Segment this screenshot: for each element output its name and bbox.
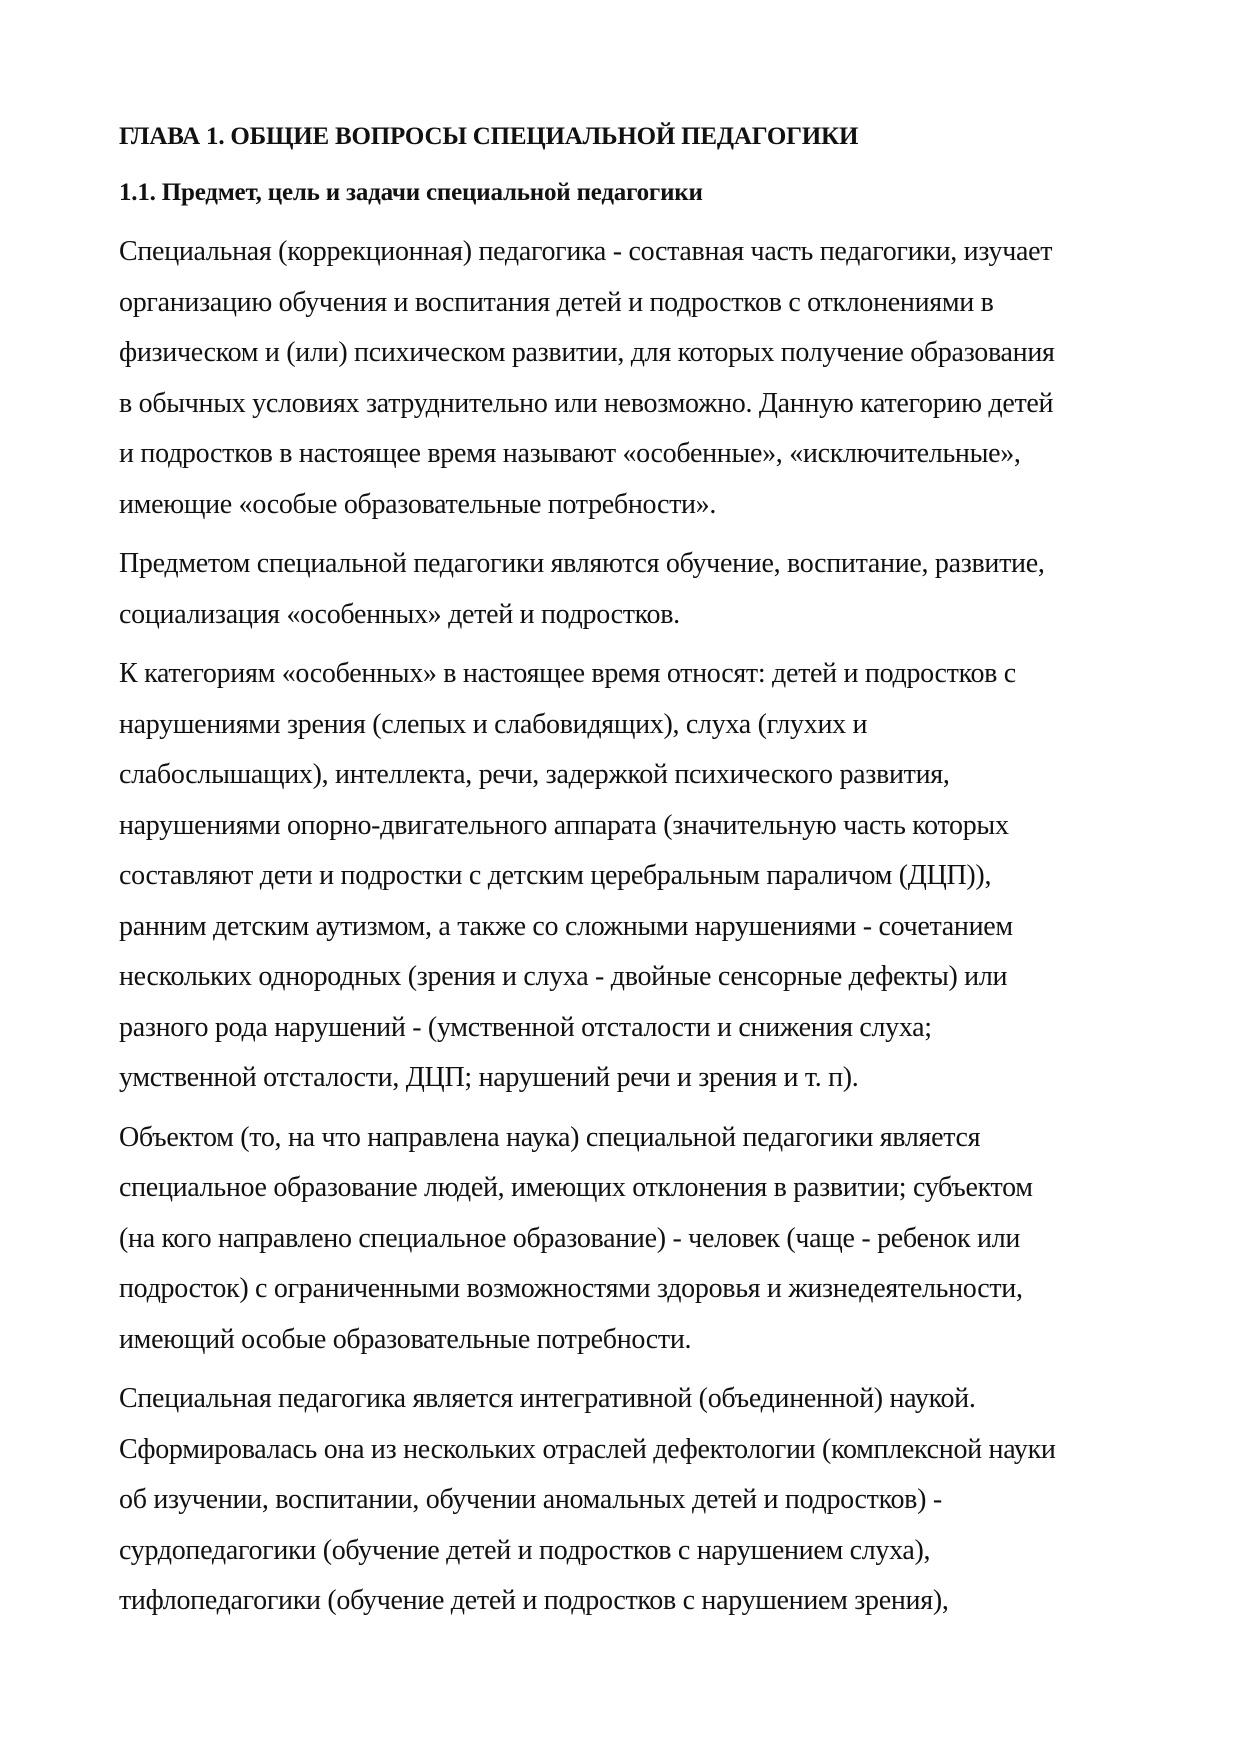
text-line: и подростков в настоящее время называют «особенные», «исключительные», [119, 438, 1021, 469]
text-line: физическом и (или) психическом развитии, для которых получение образования [119, 337, 1055, 368]
section-title: 1.1. Предмет, цель и задачи специальной педагогики [119, 179, 703, 206]
text-line: тифлопедагогики (обучение детей и подростков с нарушением зрения), [119, 1585, 949, 1616]
text-line: Специальная (коррекционная) педагогика - составная часть педагогики, изучает [119, 236, 1053, 267]
text-line: организацию обучения и воспитания детей и подростков с отклонениями в [119, 286, 994, 318]
text-line: (на кого направлено специальное образование) - человек (чаще - ребенок или [119, 1222, 1021, 1254]
text-line: нарушениями опорно-двигательного аппарата (значительную часть которых [119, 809, 1009, 841]
text-line: разного рода нарушений - (умственной отсталости и снижения слуха; [119, 1011, 932, 1043]
text-line: имеющие «особые образовательные потребности». [119, 488, 717, 520]
text-line: Предметом специальной педагогики являются обучение, воспитание, развитие, [119, 548, 1045, 579]
text-line: в обычных условиях затруднительно или невозможно. Данную категорию детей [119, 387, 1054, 419]
text-line: К категориям «особенных» в настоящее время относят: детей и подростков с [119, 658, 1016, 689]
document-content [119, 112, 1129, 1627]
paragraph-integrative-science [119, 1374, 1129, 1627]
text-line: сурдопедагогики (обучение детей и подростков с нарушением слуха), [119, 1534, 931, 1566]
text-line: слабослышащих), интеллекта, речи, задержкой психического развития, [119, 759, 950, 790]
text-line: специальное образование людей, имеющих отклонения в развитии; субъектом [119, 1172, 1033, 1203]
paragraph-object [119, 1113, 1129, 1366]
text-line: об изучении, воспитании, обучении аномальных детей и подростков) - [119, 1484, 942, 1515]
text-line: социализация «особенных» детей и подростков. [119, 598, 680, 630]
text-line: подросток) с ограниченными возможностями здоровья и жизнедеятельности, [119, 1273, 1023, 1304]
text-line: ранним детским аутизмом, а также со сложными нарушениями - сочетанием [119, 910, 1013, 942]
paragraph-categories [119, 649, 1129, 1104]
text-line: имеющий особые образовательные потребности. [119, 1323, 692, 1355]
text-line: нарушениями зрения (слепых и слабовидящих), слуха (глухих и [119, 708, 868, 740]
paragraph-definition [119, 227, 1129, 530]
chapter-title: ГЛАВА 1. ОБЩИЕ ВОПРОСЫ СПЕЦИАЛЬНОЙ ПЕДАГОГИКИ [119, 123, 859, 150]
text-line: умственной отсталости, ДЦП; нарушений речи и зрения и т. п). [119, 1062, 859, 1093]
text-line: составляют дети и подростки с детским церебральным параличом (ДЦП)), [119, 860, 992, 891]
text-line: нескольких однородных (зрения и слуха - двойные сенсорные дефекты) или [119, 961, 1008, 992]
text-line: Объектом (то, на что направлена наука) специальной педагогики является [119, 1121, 981, 1153]
text-line: Специальная педагогика является интегративной (объединенной) наукой. [119, 1383, 976, 1414]
paragraph-subject [119, 539, 1129, 640]
text-line: Сформировалась она из нескольких отраслей дефектологии (комплексной науки [119, 1433, 1056, 1465]
